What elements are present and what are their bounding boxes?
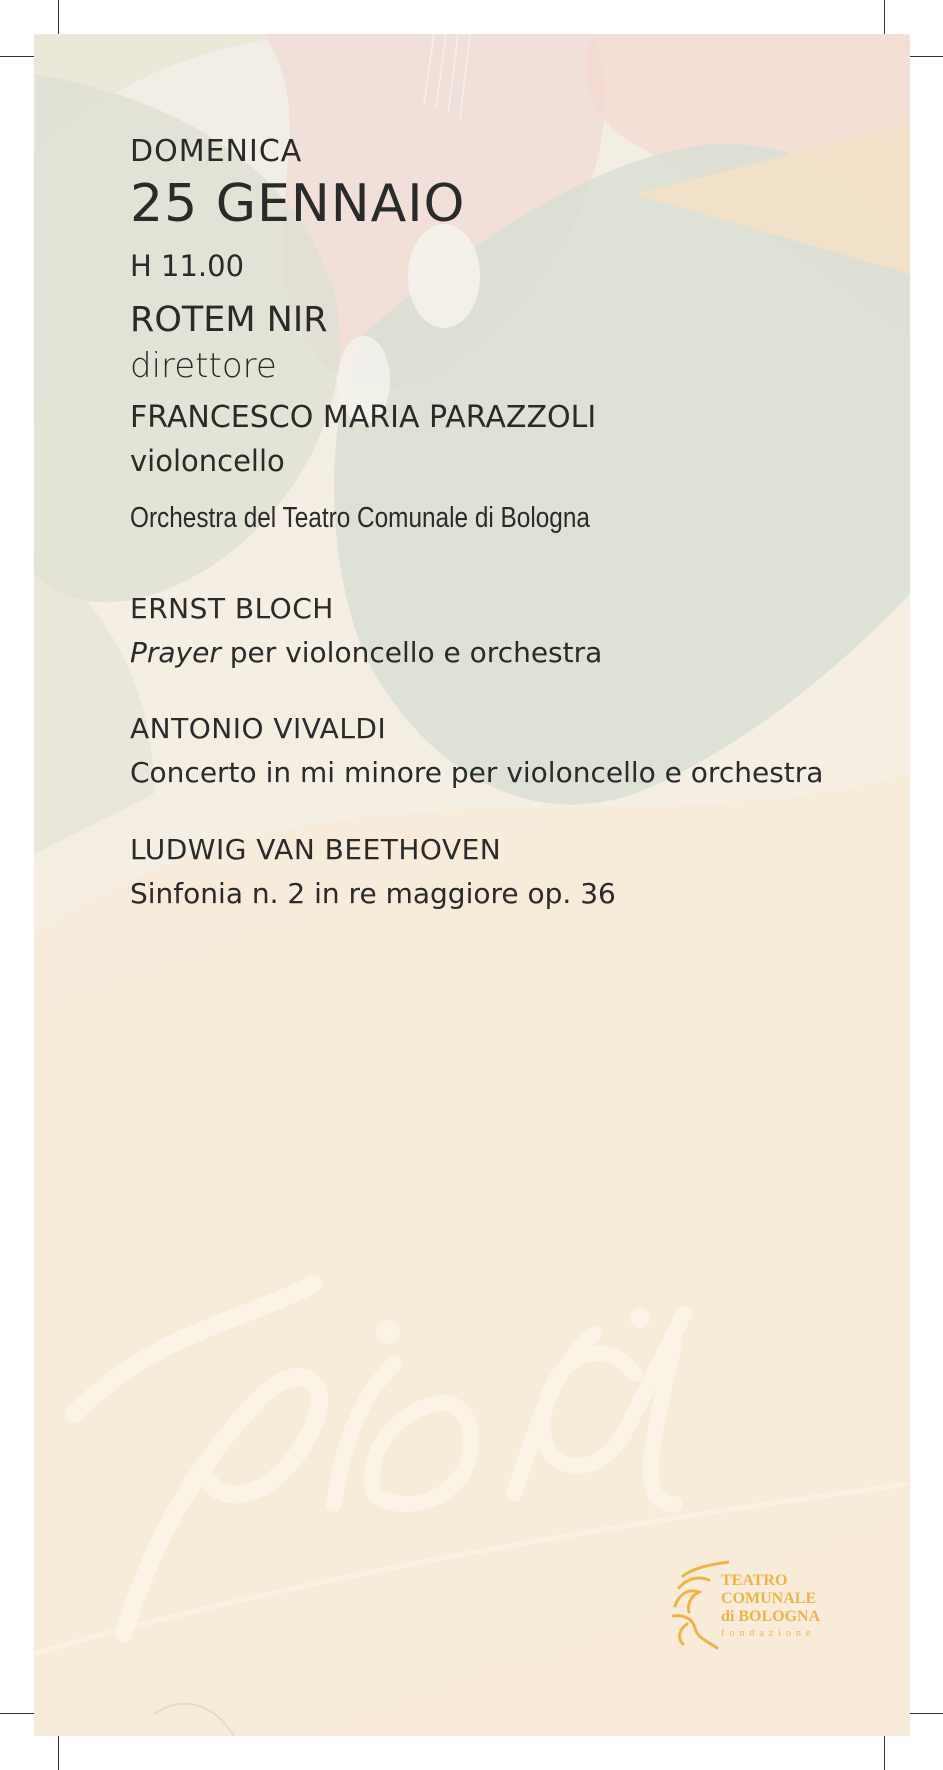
conductor-name: ROTEM NIR <box>130 300 328 340</box>
logo-text <box>721 1572 820 1626</box>
logo-line-2: COMUNALE <box>721 1590 817 1607</box>
work-title <box>130 636 602 669</box>
soloist-role: violoncello <box>130 444 285 478</box>
program-card <box>34 34 910 1736</box>
composer-name: ANTONIO VIVALDI <box>130 712 387 745</box>
logo-line-3: di BOLOGNA <box>721 1608 821 1625</box>
conductor-role: direttore <box>130 346 277 386</box>
crop-mark-bottom-right-v <box>884 1730 885 1770</box>
event-date: 25 GENNAIO <box>130 174 466 234</box>
event-day: DOMENICA <box>130 134 303 169</box>
orchestra-name: Orchestra del Teatro Comunale di Bologna <box>130 502 590 534</box>
teatro-logo <box>669 1558 839 1658</box>
lion-icon <box>669 1558 729 1658</box>
work-title-rest: per violoncello e orchestra <box>220 636 603 669</box>
composer-name: LUDWIG VAN BEETHOVEN <box>130 833 502 866</box>
crop-mark-bottom-left-v <box>58 1730 59 1770</box>
work-title: Sinfonia n. 2 in re maggiore op. 36 <box>130 877 616 910</box>
work-title: Concerto in mi minore per violoncello e orchestra <box>130 756 824 789</box>
logo-subtitle: fondazione <box>721 1628 816 1639</box>
work-title-italic: Prayer <box>130 636 221 669</box>
logo-line-1: TEATRO <box>721 1572 788 1589</box>
composer-name: ERNST BLOCH <box>130 592 334 625</box>
event-time: H 11.00 <box>130 249 245 283</box>
soloist-name: FRANCESCO MARIA PARAZZOLI <box>130 400 597 435</box>
